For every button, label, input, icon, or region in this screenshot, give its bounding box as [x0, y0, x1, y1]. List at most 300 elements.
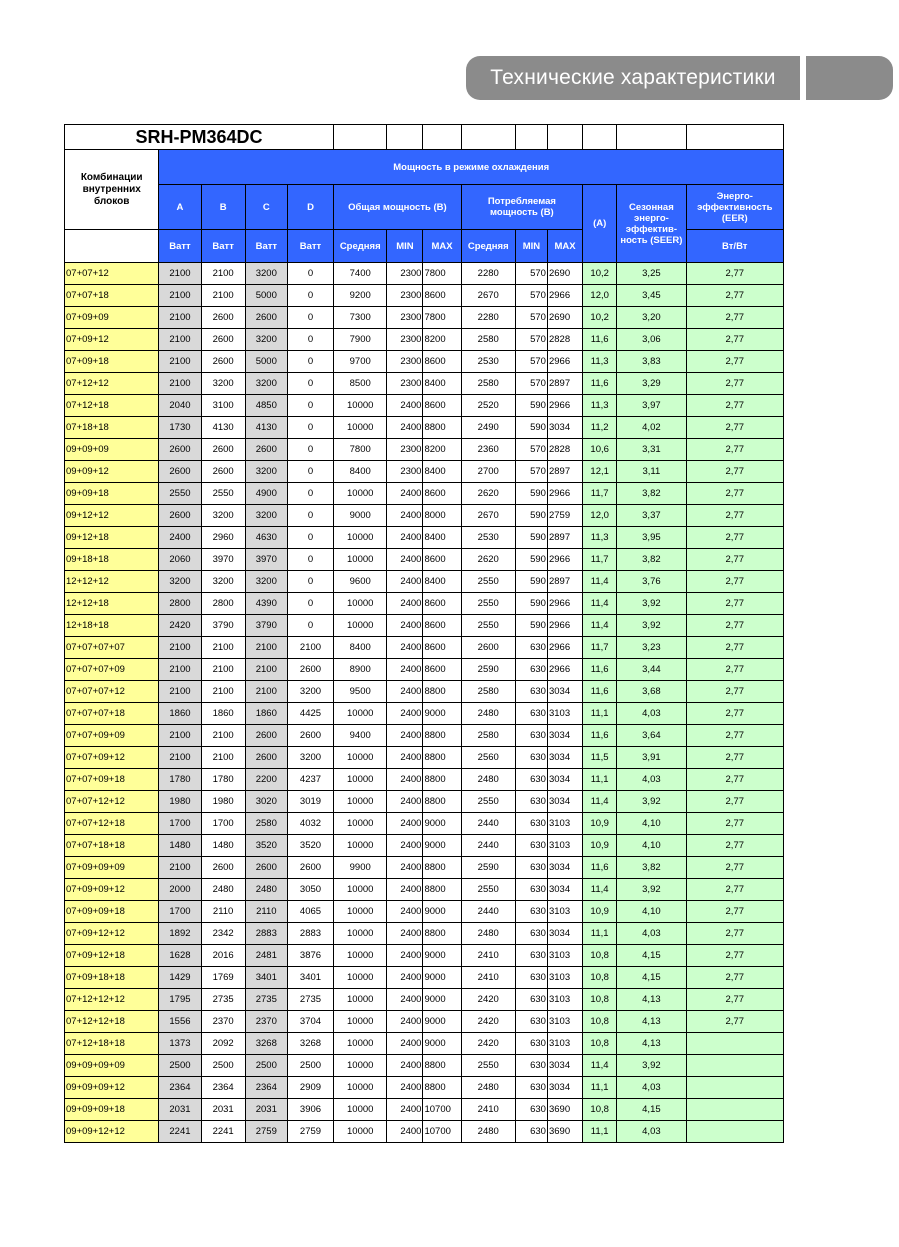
model-name: SRH-PM364DC — [65, 125, 334, 150]
cap-a-cell: 2100 — [159, 329, 201, 351]
empty-cell — [686, 125, 783, 150]
empty-cell — [387, 125, 423, 150]
power-avg-cell: 2550 — [461, 615, 515, 637]
cap-d-cell: 0 — [287, 549, 333, 571]
power-max-cell: 2966 — [547, 593, 582, 615]
total-avg-cell: 9900 — [334, 857, 387, 879]
amp-cell: 11,1 — [583, 1121, 617, 1143]
eer-cell: 2,77 — [686, 769, 783, 791]
total-avg-header: Средняя — [334, 230, 387, 263]
amp-cell: 12,1 — [583, 461, 617, 483]
amp-cell: 10,9 — [583, 901, 617, 923]
cap-d-cell: 2909 — [287, 1077, 333, 1099]
cap-d-cell: 2883 — [287, 923, 333, 945]
cap-d-cell: 4237 — [287, 769, 333, 791]
cap-a-cell: 1480 — [159, 835, 201, 857]
power-min-cell: 590 — [515, 505, 547, 527]
total-max-cell: 9000 — [423, 1033, 461, 1055]
cap-c-cell: 2110 — [245, 901, 287, 923]
power-min-cell: 630 — [515, 1121, 547, 1143]
total-max-cell: 10700 — [423, 1099, 461, 1121]
power-max-cell: 3034 — [547, 769, 582, 791]
total-avg-cell: 9400 — [334, 725, 387, 747]
power-max-cell: 3103 — [547, 1011, 582, 1033]
table-row — [65, 1033, 784, 1055]
amp-cell: 11,7 — [583, 483, 617, 505]
power-max-cell: 3034 — [547, 1077, 582, 1099]
combo-cell: 07+07+09+18 — [65, 769, 159, 791]
cap-c-cell: 2735 — [245, 989, 287, 1011]
total-max-cell: 8800 — [423, 681, 461, 703]
power-avg-cell: 2620 — [461, 549, 515, 571]
total-min-cell: 2400 — [387, 505, 423, 527]
amp-cell: 11,4 — [583, 593, 617, 615]
power-avg-cell: 2550 — [461, 791, 515, 813]
eer-cell: 2,77 — [686, 967, 783, 989]
cap-d-cell: 0 — [287, 395, 333, 417]
table-row — [65, 373, 784, 395]
cap-a-cell: 2600 — [159, 439, 201, 461]
cap-a-cell: 2100 — [159, 637, 201, 659]
eer-cell: 2,77 — [686, 483, 783, 505]
cap-c-cell: 2200 — [245, 769, 287, 791]
total-max-cell: 8600 — [423, 659, 461, 681]
cap-c-cell: 2031 — [245, 1099, 287, 1121]
table-row — [65, 725, 784, 747]
cap-a-cell: 1429 — [159, 967, 201, 989]
cap-c-cell: 3200 — [245, 373, 287, 395]
eer-cell: 2,77 — [686, 813, 783, 835]
cap-a-cell: 1892 — [159, 923, 201, 945]
cap-b-cell: 2100 — [201, 263, 245, 285]
total-avg-cell: 10000 — [334, 417, 387, 439]
total-max-cell: 8600 — [423, 593, 461, 615]
power-max-cell: 2690 — [547, 307, 582, 329]
total-min-cell: 2400 — [387, 747, 423, 769]
cap-d-cell: 0 — [287, 351, 333, 373]
cap-a-cell: 2100 — [159, 725, 201, 747]
power-avg-cell: 2560 — [461, 747, 515, 769]
total-min-cell: 2400 — [387, 791, 423, 813]
cap-a-cell: 2100 — [159, 263, 201, 285]
total-max-cell: 8600 — [423, 549, 461, 571]
amp-cell: 10,2 — [583, 263, 617, 285]
power-min-cell: 630 — [515, 703, 547, 725]
total-max-cell: 8800 — [423, 879, 461, 901]
cap-b-cell: 2100 — [201, 285, 245, 307]
total-avg-cell: 10000 — [334, 1055, 387, 1077]
total-min-cell: 2400 — [387, 1099, 423, 1121]
cap-d-cell: 3200 — [287, 747, 333, 769]
power-min-cell: 590 — [515, 527, 547, 549]
total-avg-cell: 10000 — [334, 593, 387, 615]
table-row — [65, 1077, 784, 1099]
cap-a-cell: 2600 — [159, 461, 201, 483]
total-max-cell: 8800 — [423, 747, 461, 769]
power-min-cell: 570 — [515, 373, 547, 395]
total-avg-cell: 10000 — [334, 527, 387, 549]
empty-cell — [334, 125, 387, 150]
amp-cell: 11,1 — [583, 769, 617, 791]
cap-a-cell: 1700 — [159, 901, 201, 923]
eer-cell: 2,77 — [686, 725, 783, 747]
total-max-cell: 7800 — [423, 263, 461, 285]
total-min-cell: 2400 — [387, 527, 423, 549]
total-avg-cell: 8900 — [334, 659, 387, 681]
eer-cell: 2,77 — [686, 637, 783, 659]
total-max-cell: 9000 — [423, 989, 461, 1011]
total-min-cell: 2400 — [387, 835, 423, 857]
power-max-cell: 2897 — [547, 373, 582, 395]
cap-d-cell: 4065 — [287, 901, 333, 923]
seer-cell: 4,03 — [617, 769, 686, 791]
cap-c-cell: 2600 — [245, 439, 287, 461]
cap-a-cell: 2100 — [159, 351, 201, 373]
eer-cell: 2,77 — [686, 791, 783, 813]
power-max-cell: 3034 — [547, 1055, 582, 1077]
total-avg-cell: 10000 — [334, 615, 387, 637]
seer-cell: 3,06 — [617, 329, 686, 351]
power-min-cell: 630 — [515, 659, 547, 681]
power-min-cell: 630 — [515, 945, 547, 967]
cap-c-cell: 2100 — [245, 637, 287, 659]
combo-cell: 07+12+18 — [65, 395, 159, 417]
power-avg-cell: 2670 — [461, 285, 515, 307]
seer-cell: 3,82 — [617, 857, 686, 879]
cap-c-cell: 1860 — [245, 703, 287, 725]
total-avg-cell: 8500 — [334, 373, 387, 395]
unit-b: Ватт — [201, 230, 245, 263]
unit-d: Ватт — [287, 230, 333, 263]
cap-a-cell: 2364 — [159, 1077, 201, 1099]
table-row — [65, 637, 784, 659]
amp-cell: 11,6 — [583, 659, 617, 681]
cap-b-cell: 2800 — [201, 593, 245, 615]
power-min-cell: 570 — [515, 263, 547, 285]
amp-cell: 10,8 — [583, 989, 617, 1011]
empty-cell — [515, 125, 547, 150]
total-min-cell: 2300 — [387, 263, 423, 285]
seer-cell: 4,13 — [617, 989, 686, 1011]
amp-cell: 10,8 — [583, 945, 617, 967]
cap-b-cell: 2600 — [201, 857, 245, 879]
cap-b-cell: 2735 — [201, 989, 245, 1011]
cap-d-cell: 0 — [287, 307, 333, 329]
cap-d-cell: 2100 — [287, 637, 333, 659]
cap-c-cell: 3970 — [245, 549, 287, 571]
seer-cell: 4,15 — [617, 967, 686, 989]
cap-a-cell: 2100 — [159, 747, 201, 769]
total-min-cell: 2400 — [387, 1011, 423, 1033]
total-min-cell: 2400 — [387, 725, 423, 747]
cap-a-cell: 2040 — [159, 395, 201, 417]
total-min-cell: 2400 — [387, 879, 423, 901]
cap-c-cell: 3790 — [245, 615, 287, 637]
total-avg-cell: 8400 — [334, 461, 387, 483]
cap-c-cell: 2759 — [245, 1121, 287, 1143]
seer-cell: 3,31 — [617, 439, 686, 461]
total-min-cell: 2400 — [387, 395, 423, 417]
cap-c-cell: 4630 — [245, 527, 287, 549]
power-min-cell: 630 — [515, 879, 547, 901]
total-avg-cell: 9000 — [334, 505, 387, 527]
amp-cell: 10,8 — [583, 1033, 617, 1055]
power-avg-cell: 2480 — [461, 1121, 515, 1143]
cap-a-cell: 1556 — [159, 1011, 201, 1033]
section-title: Технические характеристики — [490, 66, 776, 89]
cap-c-cell: 3200 — [245, 461, 287, 483]
power-consumption-header: Потребляемая мощность (В) — [461, 185, 582, 230]
total-avg-cell: 10000 — [334, 813, 387, 835]
combo-cell: 07+07+12 — [65, 263, 159, 285]
cap-b-cell: 2092 — [201, 1033, 245, 1055]
cap-b-cell: 2960 — [201, 527, 245, 549]
cap-b-cell: 2364 — [201, 1077, 245, 1099]
total-max-cell: 8000 — [423, 505, 461, 527]
cap-b-cell: 2600 — [201, 329, 245, 351]
table-row — [65, 857, 784, 879]
total-max-cell: 8400 — [423, 373, 461, 395]
amp-cell: 11,1 — [583, 923, 617, 945]
power-max-cell: 2966 — [547, 637, 582, 659]
table-row — [65, 1099, 784, 1121]
power-max-cell: 3034 — [547, 879, 582, 901]
cap-d-cell: 2735 — [287, 989, 333, 1011]
total-max-cell: 8800 — [423, 725, 461, 747]
power-min-cell: 590 — [515, 571, 547, 593]
total-min-cell: 2400 — [387, 703, 423, 725]
seer-cell: 3,91 — [617, 747, 686, 769]
combo-cell: 07+07+09+09 — [65, 725, 159, 747]
eer-cell: 2,77 — [686, 659, 783, 681]
total-min-cell: 2400 — [387, 813, 423, 835]
total-max-cell: 8800 — [423, 1077, 461, 1099]
table-row — [65, 263, 784, 285]
power-avg-cell: 2360 — [461, 439, 515, 461]
seer-cell: 3,92 — [617, 791, 686, 813]
combo-cell: 07+12+12+18 — [65, 1011, 159, 1033]
amp-cell: 11,6 — [583, 857, 617, 879]
seer-cell: 3,92 — [617, 593, 686, 615]
cap-a-cell: 1373 — [159, 1033, 201, 1055]
power-avg-cell: 2490 — [461, 417, 515, 439]
cap-d-cell: 0 — [287, 593, 333, 615]
cap-d-cell: 3401 — [287, 967, 333, 989]
total-max-cell: 8600 — [423, 351, 461, 373]
amp-cell: 11,7 — [583, 549, 617, 571]
cap-b-cell: 2480 — [201, 879, 245, 901]
amp-cell: 10,8 — [583, 1011, 617, 1033]
power-max-cell: 2966 — [547, 615, 582, 637]
seer-cell: 3,11 — [617, 461, 686, 483]
power-max-cell: 3034 — [547, 791, 582, 813]
eer-cell: 2,77 — [686, 615, 783, 637]
power-avg-cell: 2410 — [461, 967, 515, 989]
combo-cell: 07+07+12+18 — [65, 813, 159, 835]
power-min-cell: 590 — [515, 483, 547, 505]
total-max-cell: 9000 — [423, 835, 461, 857]
total-min-cell: 2400 — [387, 967, 423, 989]
cap-c-cell: 2481 — [245, 945, 287, 967]
power-min-cell: 590 — [515, 395, 547, 417]
cap-d-cell: 3268 — [287, 1033, 333, 1055]
cap-d-cell: 0 — [287, 527, 333, 549]
cap-c-cell: 2480 — [245, 879, 287, 901]
cap-d-cell: 4425 — [287, 703, 333, 725]
cap-b-cell: 2241 — [201, 1121, 245, 1143]
table-row — [65, 439, 784, 461]
total-min-cell: 2300 — [387, 373, 423, 395]
cap-d-cell: 0 — [287, 615, 333, 637]
power-avg-cell: 2480 — [461, 703, 515, 725]
eer-cell: 2,77 — [686, 857, 783, 879]
power-max-cell: 3103 — [547, 945, 582, 967]
seer-cell: 3,83 — [617, 351, 686, 373]
combo-cell: 12+12+18 — [65, 593, 159, 615]
total-avg-cell: 10000 — [334, 791, 387, 813]
total-max-cell: 8800 — [423, 791, 461, 813]
seer-cell: 3,68 — [617, 681, 686, 703]
seer-cell: 3,95 — [617, 527, 686, 549]
amp-cell: 12,0 — [583, 285, 617, 307]
total-max-cell: 8800 — [423, 857, 461, 879]
table-row — [65, 747, 784, 769]
cap-d-cell: 3520 — [287, 835, 333, 857]
total-avg-cell: 10000 — [334, 923, 387, 945]
power-min-cell: 570 — [515, 329, 547, 351]
cap-b-cell: 1700 — [201, 813, 245, 835]
seer-cell: 4,10 — [617, 835, 686, 857]
power-max-cell: 2966 — [547, 351, 582, 373]
table-row — [65, 1055, 784, 1077]
eer-cell: 2,77 — [686, 945, 783, 967]
total-min-cell: 2400 — [387, 549, 423, 571]
total-max-header: MAX — [423, 230, 461, 263]
power-min-cell: 590 — [515, 417, 547, 439]
eer-unit-header: Вт/Вт — [686, 230, 783, 263]
amp-cell: 11,6 — [583, 725, 617, 747]
table-row — [65, 1121, 784, 1143]
cap-c-cell: 4900 — [245, 483, 287, 505]
cap-d-cell: 3200 — [287, 681, 333, 703]
eer-cell: 2,77 — [686, 395, 783, 417]
table-row — [65, 1011, 784, 1033]
amp-cell: 11,1 — [583, 703, 617, 725]
cap-d-cell: 3019 — [287, 791, 333, 813]
total-avg-cell: 10000 — [334, 395, 387, 417]
power-max-cell: 2966 — [547, 549, 582, 571]
total-avg-cell: 10000 — [334, 483, 387, 505]
eer-cell: 2,77 — [686, 835, 783, 857]
table-row — [65, 615, 784, 637]
seer-cell: 3,64 — [617, 725, 686, 747]
eer-cell: 2,77 — [686, 1011, 783, 1033]
col-d-header: D — [287, 185, 333, 230]
total-min-cell: 2400 — [387, 1055, 423, 1077]
power-min-cell: 570 — [515, 439, 547, 461]
total-max-cell: 8600 — [423, 285, 461, 307]
power-avg-cell: 2620 — [461, 483, 515, 505]
cap-c-cell: 3520 — [245, 835, 287, 857]
total-max-cell: 8600 — [423, 615, 461, 637]
amp-cell: 11,4 — [583, 571, 617, 593]
cap-c-cell: 3020 — [245, 791, 287, 813]
combo-cell: 07+12+12 — [65, 373, 159, 395]
table-row — [65, 417, 784, 439]
seer-cell: 4,10 — [617, 901, 686, 923]
seer-cell: 4,13 — [617, 1011, 686, 1033]
cap-d-cell: 0 — [287, 373, 333, 395]
combo-cell: 07+09+09+09 — [65, 857, 159, 879]
cap-b-cell: 2600 — [201, 461, 245, 483]
eer-cell: 2,77 — [686, 747, 783, 769]
power-min-cell: 590 — [515, 615, 547, 637]
seer-cell: 3,92 — [617, 879, 686, 901]
eer-cell: 2,77 — [686, 439, 783, 461]
total-avg-cell: 7300 — [334, 307, 387, 329]
seer-cell: 4,15 — [617, 945, 686, 967]
amp-cell: 10,8 — [583, 967, 617, 989]
total-max-cell: 8800 — [423, 417, 461, 439]
total-max-cell: 9000 — [423, 945, 461, 967]
total-min-cell: 2400 — [387, 1077, 423, 1099]
unit-a: Ватт — [159, 230, 201, 263]
eer-cell: 2,77 — [686, 989, 783, 1011]
power-max-cell: 2897 — [547, 527, 582, 549]
cap-c-cell: 4130 — [245, 417, 287, 439]
cap-b-cell: 2600 — [201, 351, 245, 373]
total-avg-cell: 10000 — [334, 747, 387, 769]
cap-b-cell: 2342 — [201, 923, 245, 945]
seer-header: Сезонная энерго-эффектив-ность (SEER) — [617, 185, 686, 263]
eer-cell: 2,77 — [686, 901, 783, 923]
power-max-cell: 3103 — [547, 901, 582, 923]
combo-cell: 09+09+12 — [65, 461, 159, 483]
header-row-2 — [65, 185, 784, 230]
cap-d-cell: 4032 — [287, 813, 333, 835]
amp-cell: 10,6 — [583, 439, 617, 461]
cap-c-cell: 5000 — [245, 285, 287, 307]
seer-cell: 3,45 — [617, 285, 686, 307]
total-min-cell: 2400 — [387, 857, 423, 879]
power-avg-cell: 2580 — [461, 681, 515, 703]
total-min-cell: 2300 — [387, 285, 423, 307]
total-min-cell: 2400 — [387, 615, 423, 637]
cap-b-cell: 2100 — [201, 725, 245, 747]
amp-cell: 11,3 — [583, 527, 617, 549]
cap-a-cell: 2100 — [159, 285, 201, 307]
total-avg-cell: 10000 — [334, 967, 387, 989]
amp-cell: 11,3 — [583, 351, 617, 373]
cap-d-cell: 2600 — [287, 659, 333, 681]
seer-cell: 3,25 — [617, 263, 686, 285]
cap-b-cell: 2100 — [201, 681, 245, 703]
cap-d-cell: 0 — [287, 461, 333, 483]
seer-cell: 3,44 — [617, 659, 686, 681]
table-row — [65, 571, 784, 593]
total-avg-cell: 9200 — [334, 285, 387, 307]
total-min-cell: 2300 — [387, 351, 423, 373]
total-max-cell: 10700 — [423, 1121, 461, 1143]
eer-cell: 2,77 — [686, 681, 783, 703]
total-avg-cell: 10000 — [334, 835, 387, 857]
table-row — [65, 549, 784, 571]
power-avg-cell: 2420 — [461, 989, 515, 1011]
seer-cell: 4,03 — [617, 1077, 686, 1099]
eer-cell: 2,77 — [686, 879, 783, 901]
cap-d-cell: 0 — [287, 263, 333, 285]
cap-b-cell: 2600 — [201, 439, 245, 461]
